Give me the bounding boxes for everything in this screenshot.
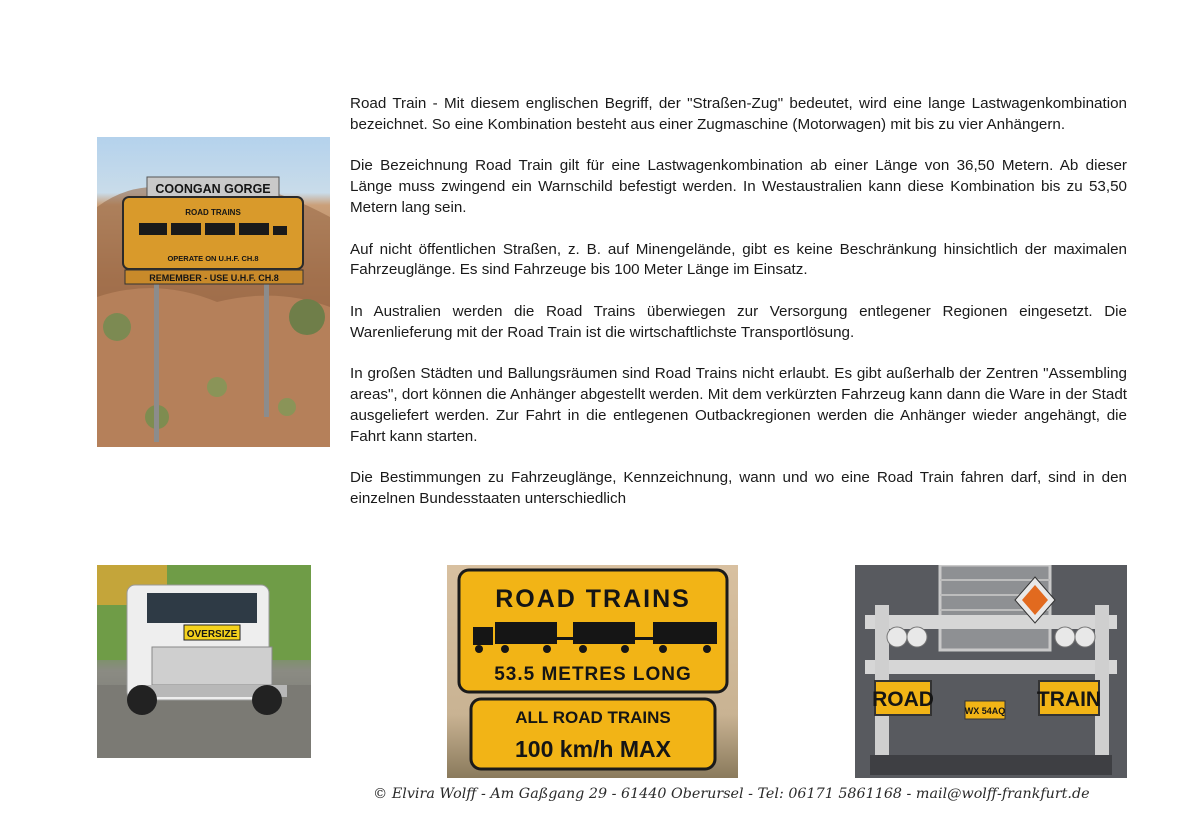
sign-length: 53.5 METRES LONG (494, 664, 692, 685)
coongan-gorge-photo (97, 137, 330, 447)
gorge-bottom-sign: REMEMBER - USE U.H.F. CH.8 (149, 273, 279, 283)
truck-grille-photo (855, 565, 1127, 778)
sign-title: ROAD TRAINS (495, 585, 691, 613)
gorge-sign-title: ROAD TRAINS (185, 208, 241, 217)
paragraph-3: Auf nicht öffentlichen Straßen, z. B. auf Minengelände, gibt es keine Beschränkung hinsichtlich der maximalen Fahrzeuglänge. Es sind Fahrzeuge bis 100 Meter Länge im Einsatz. (350, 240, 1127, 279)
gorge-sign-line: OPERATE ON U.H.F. CH.8 (167, 254, 259, 263)
sign-line-2: 100 km/h MAX (515, 736, 671, 762)
oversize-badge: OVERSIZE (186, 629, 238, 640)
road-trains-sign-photo (447, 565, 738, 778)
road-plate: ROAD (872, 688, 934, 711)
paragraph-4: In Australien werden die Road Trains überwiegen zur Versorgung entlegener Regionen eingesetzt. Die Warenlieferung mit der Road Train ist die wirtschaftlichste Transportlösung. (350, 302, 1127, 341)
article-text (350, 94, 1127, 531)
coongan-gorge-label: COONGAN GORGE (155, 182, 271, 196)
oversize-truck-photo (97, 565, 311, 758)
paragraph-2: Die Bezeichnung Road Train gilt für eine Lastwagenkombination ab einer Länge von 36,50 Metern. Ab dieser Länge muss zwingend ein Warnschild befestigt werden. In Westaustralien kann diese Kombination bis zu 53,50 Metern lang sein. (350, 157, 1127, 216)
footer-contact: © Elvira Wolff - Am Gaßgang 29 - 61440 Oberursel - Tel: 06171 5861168 - mail@wolff-frankfurt.de (373, 786, 1090, 802)
paragraph-6: Die Bestimmungen zu Fahrzeuglänge, Kennzeichnung, wann und wo eine Road Train fahren darf, sind in den einzelnen Bundesstaaten unterschiedlich (350, 469, 1127, 508)
number-plate: WX 54AQ (964, 706, 1006, 716)
train-plate: TRAIN (1036, 688, 1102, 711)
paragraph-5: In großen Städten und Ballungsräumen sind Road Trains nicht erlaubt. Es gibt außerhalb der Zentren "Assembling areas", dort können die Anhänger abgestellt werden. Mit dem verkürzten Fahrzeug kann dann die Ware in der Stadt ausgeliefert werden. Zur Fahrt in die entlegenen Outbackregionen werden die Anhänger wieder angehängt, die Fahrt kann starten. (350, 365, 1127, 445)
sign-line-1: ALL ROAD TRAINS (515, 708, 671, 727)
paragraph-1: Road Train - Mit diesem englischen Begriff, der "Straßen-Zug" bedeutet, wird eine lange Lastwagenkombination bezeichnet. So eine Kombination besteht aus einer Zugmaschine (Motorwagen) mit bis zu vier Anhängern. (350, 95, 1127, 133)
